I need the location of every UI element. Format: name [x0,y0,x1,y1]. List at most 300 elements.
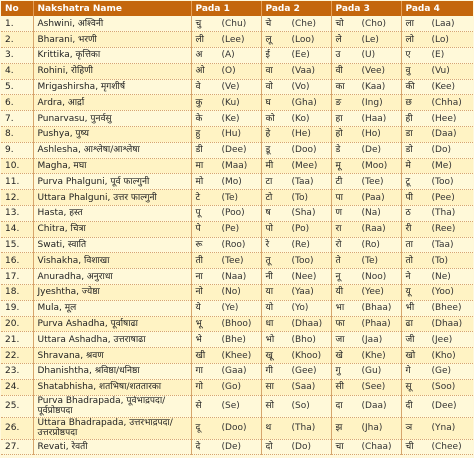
devanagari-syllable: डे [335,145,341,156]
row-number: 10. [1,158,33,174]
devanagari-syllable: ने [405,271,411,282]
devanagari-syllable: ती [195,255,203,266]
row-number: 2. [1,32,33,48]
roman-syllable: (Bhoo) [221,319,252,330]
roman-syllable: (Daa) [361,401,387,412]
pada-2-cell [261,158,331,174]
devanagari-syllable: हे [265,129,271,140]
roman-syllable: (Tee) [361,176,384,187]
roman-syllable: (Dhaa) [291,319,323,330]
roman-syllable: (Do) [431,145,451,156]
devanagari-syllable: भा [335,303,345,314]
table-row [1,269,473,285]
roman-syllable: (Khee) [221,350,252,361]
roman-syllable: (Ree) [431,224,456,235]
roman-syllable: (Khe) [361,350,386,361]
roman-syllable: (Doo) [221,423,247,434]
roman-syllable: (Yee) [361,287,384,298]
row-number: 5. [1,79,33,95]
devanagari-syllable: ता [405,240,413,251]
pada-2-cell [261,285,331,301]
table-row [1,253,473,269]
header-no: No [1,1,33,16]
devanagari-syllable: वु [405,66,411,77]
pada-4-cell [401,158,473,174]
row-number: 3. [1,48,33,64]
pada-1-cell [191,348,261,364]
row-number: 18. [1,285,33,301]
pada-1-cell [191,237,261,253]
pada-3-cell [331,364,401,380]
table-row [1,439,473,455]
roman-syllable: (Ku) [221,97,240,108]
pada-4-cell [401,253,473,269]
devanagari-syllable: तू [265,255,271,266]
devanagari-syllable: थ [265,423,272,434]
pada-2-cell [261,63,331,79]
row-number: 1. [1,16,33,32]
devanagari-syllable: गो [195,382,203,393]
roman-syllable: (Tha) [291,423,316,434]
roman-syllable: (Te) [221,192,239,203]
pada-3-cell [331,253,401,269]
nakshatra-name: Revati, रेवती [33,439,191,455]
pada-3-cell [331,190,401,206]
devanagari-syllable: ण [335,208,343,219]
pada-1-cell [191,63,261,79]
pada-4-cell [401,332,473,348]
roman-syllable: (Moo) [361,161,388,172]
devanagari-syllable: मू [335,161,341,172]
pada-1-cell [191,95,261,111]
pada-4-cell [401,300,473,316]
pada-1-cell [191,332,261,348]
pada-1-cell [191,16,261,32]
pada-4-cell [401,32,473,48]
devanagari-syllable: यी [335,287,344,298]
roman-syllable: (Yo) [291,303,309,314]
pada-4-cell [401,395,473,417]
roman-syllable: (Ve) [221,82,240,93]
pada-4-cell [401,439,473,455]
roman-syllable: (Vo) [291,82,310,93]
nakshatra-name: Chitra, चित्रा [33,221,191,237]
pada-1-cell [191,32,261,48]
pada-3-cell [331,158,401,174]
devanagari-syllable: या [265,287,274,298]
devanagari-syllable: गी [265,366,273,377]
nakshatra-name: Mrigashirsha, मृगशीर्ष [33,79,191,95]
pada-1-cell [191,253,261,269]
nakshatra-name: Swati, स्वाति [33,237,191,253]
row-number: 4. [1,63,33,79]
pada-2-cell [261,190,331,206]
devanagari-syllable: मा [195,161,204,172]
nakshatra-name: Uttara Phalguni, उत्तर फाल्गुनी [33,190,191,206]
nakshatra-name: Pushya, पुष्य [33,127,191,143]
roman-syllable: (Dhaa) [431,319,463,330]
pada-2-cell [261,174,331,190]
pada-1-cell [191,206,261,222]
pada-3-cell [331,379,401,395]
table-row [1,237,473,253]
devanagari-syllable: से [195,401,202,412]
nakshatra-name: Ardra, आर्द्रा [33,95,191,111]
devanagari-syllable: सो [265,401,274,412]
roman-syllable: (Chu) [221,18,247,29]
nakshatra-name: Magha, मघा [33,158,191,174]
roman-syllable: (Go) [221,382,242,393]
devanagari-syllable: दू [195,423,201,434]
roman-syllable: (Ing) [361,97,383,108]
roman-syllable: (Daa) [431,129,457,140]
nakshatra-table [1,1,473,455]
roman-syllable: (Me) [431,161,452,172]
devanagari-syllable: छ [405,97,412,108]
pada-3-cell [331,32,401,48]
devanagari-syllable: ली [195,34,204,45]
roman-syllable: (Vee) [361,66,386,77]
row-number: 7. [1,111,33,127]
nakshatra-name: Krittika, कृत्तिका [33,48,191,64]
roman-syllable: (So) [291,401,310,412]
pada-3-cell [331,142,401,158]
pada-1-cell [191,285,261,301]
devanagari-syllable: के [195,113,203,124]
table-row [1,127,473,143]
roman-syllable: (U) [361,50,376,61]
devanagari-syllable: ते [335,255,341,266]
devanagari-syllable: लो [405,34,414,45]
row-number: 27. [1,439,33,455]
pada-1-cell [191,316,261,332]
devanagari-syllable: मी [265,161,274,172]
devanagari-syllable: ले [335,34,342,45]
pada-2-cell [261,48,331,64]
roman-syllable: (Laa) [431,18,455,29]
devanagari-syllable: जा [335,334,345,345]
roman-syllable: (De) [221,442,241,453]
pada-4-cell [401,348,473,364]
nakshatra-name: Purva Bhadrapada, पूर्वभाद्रपदा/पूर्वप्रोष्ठपदा [33,395,191,417]
roman-syllable: (To) [431,255,448,266]
roman-syllable: (Jaa) [361,334,383,345]
pada-1-cell [191,439,261,455]
roman-syllable: (De) [361,145,381,156]
nakshatra-name: Dhanishtha, श्रविष्ठा/धनिष्ठा [33,364,191,380]
pada-2-cell [261,379,331,395]
roman-syllable: (Raa) [361,224,386,235]
devanagari-syllable: झ [335,423,343,434]
devanagari-syllable: लू [265,34,272,45]
pada-2-cell [261,300,331,316]
devanagari-syllable: खे [335,350,343,361]
devanagari-syllable: मो [195,176,204,187]
pada-2-cell [261,439,331,455]
devanagari-syllable: खू [265,350,273,361]
roman-syllable: (Lo) [431,34,449,45]
table-row [1,16,473,32]
roman-syllable: (Ee) [291,50,310,61]
devanagari-syllable: हा [335,113,343,124]
row-number: 9. [1,142,33,158]
roman-syllable: (Te) [361,255,379,266]
roman-syllable: (Gha) [291,97,317,108]
table-row [1,174,473,190]
pada-4-cell [401,48,473,64]
devanagari-syllable: टी [335,176,343,187]
pada-1-cell [191,79,261,95]
devanagari-syllable: भे [195,334,202,345]
pada-2-cell [261,237,331,253]
devanagari-syllable: उ [335,50,341,61]
nakshatra-name: Uttara Ashadha, उत्तराषाढा [33,332,191,348]
roman-syllable: (Hee) [431,113,457,124]
pada-2-cell [261,253,331,269]
pada-3-cell [331,111,401,127]
roman-syllable: (Vaa) [291,66,316,77]
pada-2-cell [261,111,331,127]
table-row [1,206,473,222]
pada-1-cell [191,142,261,158]
roman-syllable: (Hu) [221,129,241,140]
roman-syllable: (Naa) [221,271,247,282]
devanagari-syllable: यू [405,287,411,298]
devanagari-syllable: ई [265,50,270,61]
roman-syllable: (Lee) [221,34,245,45]
pada-1-cell [191,158,261,174]
devanagari-syllable: घ [265,97,271,108]
devanagari-syllable: मे [405,161,411,172]
devanagari-syllable: भू [195,319,202,330]
roman-syllable: (Ro) [361,240,380,251]
devanagari-syllable: ला [405,18,414,29]
roman-syllable: (He) [291,129,311,140]
devanagari-syllable: ए [405,50,411,61]
devanagari-syllable: टू [405,176,411,187]
devanagari-syllable: पो [265,224,273,235]
pada-2-cell [261,395,331,417]
nakshatra-name: Bharani, भरणी [33,32,191,48]
pada-4-cell [401,221,473,237]
table-row [1,364,473,380]
devanagari-syllable: वी [335,66,343,77]
row-number: 17. [1,269,33,285]
nakshatra-name: Ashlesha, आश्लेषा/आश्लेषा [33,142,191,158]
roman-syllable: (Re) [291,240,310,251]
roman-syllable: (Pe) [221,224,240,235]
roman-syllable: (Bhe) [221,334,246,345]
roman-syllable: (Chaa) [361,442,392,453]
header-nakshatra-name: Nakshatra Name [33,1,191,16]
devanagari-syllable: सा [265,382,274,393]
pada-4-cell [401,417,473,439]
devanagari-syllable: रो [335,240,342,251]
pada-3-cell [331,285,401,301]
pada-4-cell [401,379,473,395]
nakshatra-name: Purva Ashadha, पूर्वाषाढा [33,316,191,332]
pada-2-cell [261,127,331,143]
row-number: 6. [1,95,33,111]
devanagari-syllable: चु [195,18,202,29]
devanagari-syllable: को [265,113,275,124]
pada-1-cell [191,221,261,237]
pada-2-cell [261,348,331,364]
devanagari-syllable: वे [195,82,201,93]
pada-2-cell [261,142,331,158]
pada-1-cell [191,364,261,380]
table-row [1,32,473,48]
pada-2-cell [261,79,331,95]
pada-3-cell [331,439,401,455]
roman-syllable: (Gaa) [221,366,247,377]
devanagari-syllable: दा [335,401,343,412]
devanagari-syllable: रे [265,240,270,251]
pada-2-cell [261,32,331,48]
pada-3-cell [331,16,401,32]
pada-4-cell [401,95,473,111]
row-number: 26. [1,417,33,439]
row-number: 15. [1,237,33,253]
roman-syllable: (Kee) [431,82,456,93]
nakshatra-name: Purva Phalguni, पूर्व फाल्गुनी [33,174,191,190]
devanagari-syllable: री [405,224,412,235]
pada-4-cell [401,63,473,79]
devanagari-syllable: पे [195,224,201,235]
pada-3-cell [331,417,401,439]
devanagari-syllable: नी [265,271,273,282]
roman-syllable: (Taa) [431,240,454,251]
devanagari-syllable: अ [195,50,203,61]
roman-syllable: (Kaa) [361,82,386,93]
pada-1-cell [191,269,261,285]
devanagari-syllable: ढा [405,319,413,330]
pada-2-cell [261,269,331,285]
devanagari-syllable: सी [335,382,344,393]
pada-2-cell [261,364,331,380]
pada-2-cell [261,206,331,222]
pada-4-cell [401,174,473,190]
pada-4-cell [401,206,473,222]
roman-syllable: (Ye) [221,303,239,314]
devanagari-syllable: ये [195,303,201,314]
row-number: 12. [1,190,33,206]
table-row [1,190,473,206]
pada-4-cell [401,190,473,206]
devanagari-syllable: सू [405,382,412,393]
roman-syllable: (Yna) [431,423,456,434]
devanagari-syllable: भी [405,303,415,314]
table-row [1,379,473,395]
pada-4-cell [401,111,473,127]
devanagari-syllable: कु [195,97,203,108]
devanagari-syllable: पा [335,192,343,203]
roman-syllable: (Phaa) [361,319,391,330]
nakshatra-name: Mula, मूल [33,300,191,316]
roman-syllable: (Too) [431,176,454,187]
roman-syllable: (Maa) [221,161,248,172]
nakshatra-name: Rohini, रोहिणी [33,63,191,79]
devanagari-syllable: ची [405,442,414,453]
table-row [1,221,473,237]
nakshatra-name: Jyeshtha, ज्येष्ठा [33,285,191,301]
roman-syllable: (Bhee) [431,303,462,314]
devanagari-syllable: डू [265,145,271,156]
pada-1-cell [191,111,261,127]
table-row [1,48,473,64]
pada-2-cell [261,332,331,348]
pada-4-cell [401,16,473,32]
pada-2-cell [261,316,331,332]
roman-syllable: (Ge) [431,366,452,377]
pada-3-cell [331,395,401,417]
roman-syllable: (Ne) [431,271,451,282]
pada-3-cell [331,174,401,190]
devanagari-syllable: चो [335,18,344,29]
roman-syllable: (Taa) [291,176,314,187]
pada-2-cell [261,16,331,32]
table-row [1,142,473,158]
roman-syllable: (Khoo) [291,350,322,361]
roman-syllable: (A) [221,50,235,61]
roman-syllable: (Sha) [291,208,316,219]
pada-3-cell [331,221,401,237]
roman-syllable: (Saa) [291,382,316,393]
pada-3-cell [331,332,401,348]
pada-4-cell [401,364,473,380]
devanagari-syllable: यो [265,303,274,314]
roman-syllable: (Chee) [431,442,462,453]
pada-2-cell [261,95,331,111]
row-number: 16. [1,253,33,269]
pada-3-cell [331,63,401,79]
devanagari-syllable: ञ [405,423,413,434]
table-header-row [1,1,473,16]
devanagari-syllable: दो [265,442,273,453]
devanagari-syllable: भो [265,334,275,345]
roman-syllable: (O) [221,66,236,77]
pada-3-cell [331,300,401,316]
roman-syllable: (Ko) [291,113,310,124]
row-number: 21. [1,332,33,348]
pada-3-cell [331,206,401,222]
nakshatra-name: Vishakha, विशाखा [33,253,191,269]
roman-syllable: (Cho) [361,18,387,29]
devanagari-syllable: डो [405,145,413,156]
pada-1-cell [191,190,261,206]
nakshatra-name: Ashwini, अश्विनी [33,16,191,32]
table-row [1,158,473,174]
pada-1-cell [191,417,261,439]
roman-syllable: (Too) [291,255,314,266]
roman-syllable: (Tha) [431,208,456,219]
pada-4-cell [401,237,473,253]
roman-syllable: (Bhaa) [361,303,392,314]
devanagari-syllable: धा [265,319,274,330]
roman-syllable: (Dee) [221,145,247,156]
roman-syllable: (Haa) [361,113,387,124]
roman-syllable: (Yaa) [291,287,314,298]
devanagari-syllable: टो [265,192,273,203]
table-body [1,16,473,455]
roman-syllable: (Vu) [431,66,450,77]
table-row [1,348,473,364]
roman-syllable: (Gee) [291,366,317,377]
devanagari-syllable: गु [335,366,341,377]
pada-1-cell [191,174,261,190]
devanagari-syllable: नू [335,271,341,282]
roman-syllable: (No) [221,287,241,298]
